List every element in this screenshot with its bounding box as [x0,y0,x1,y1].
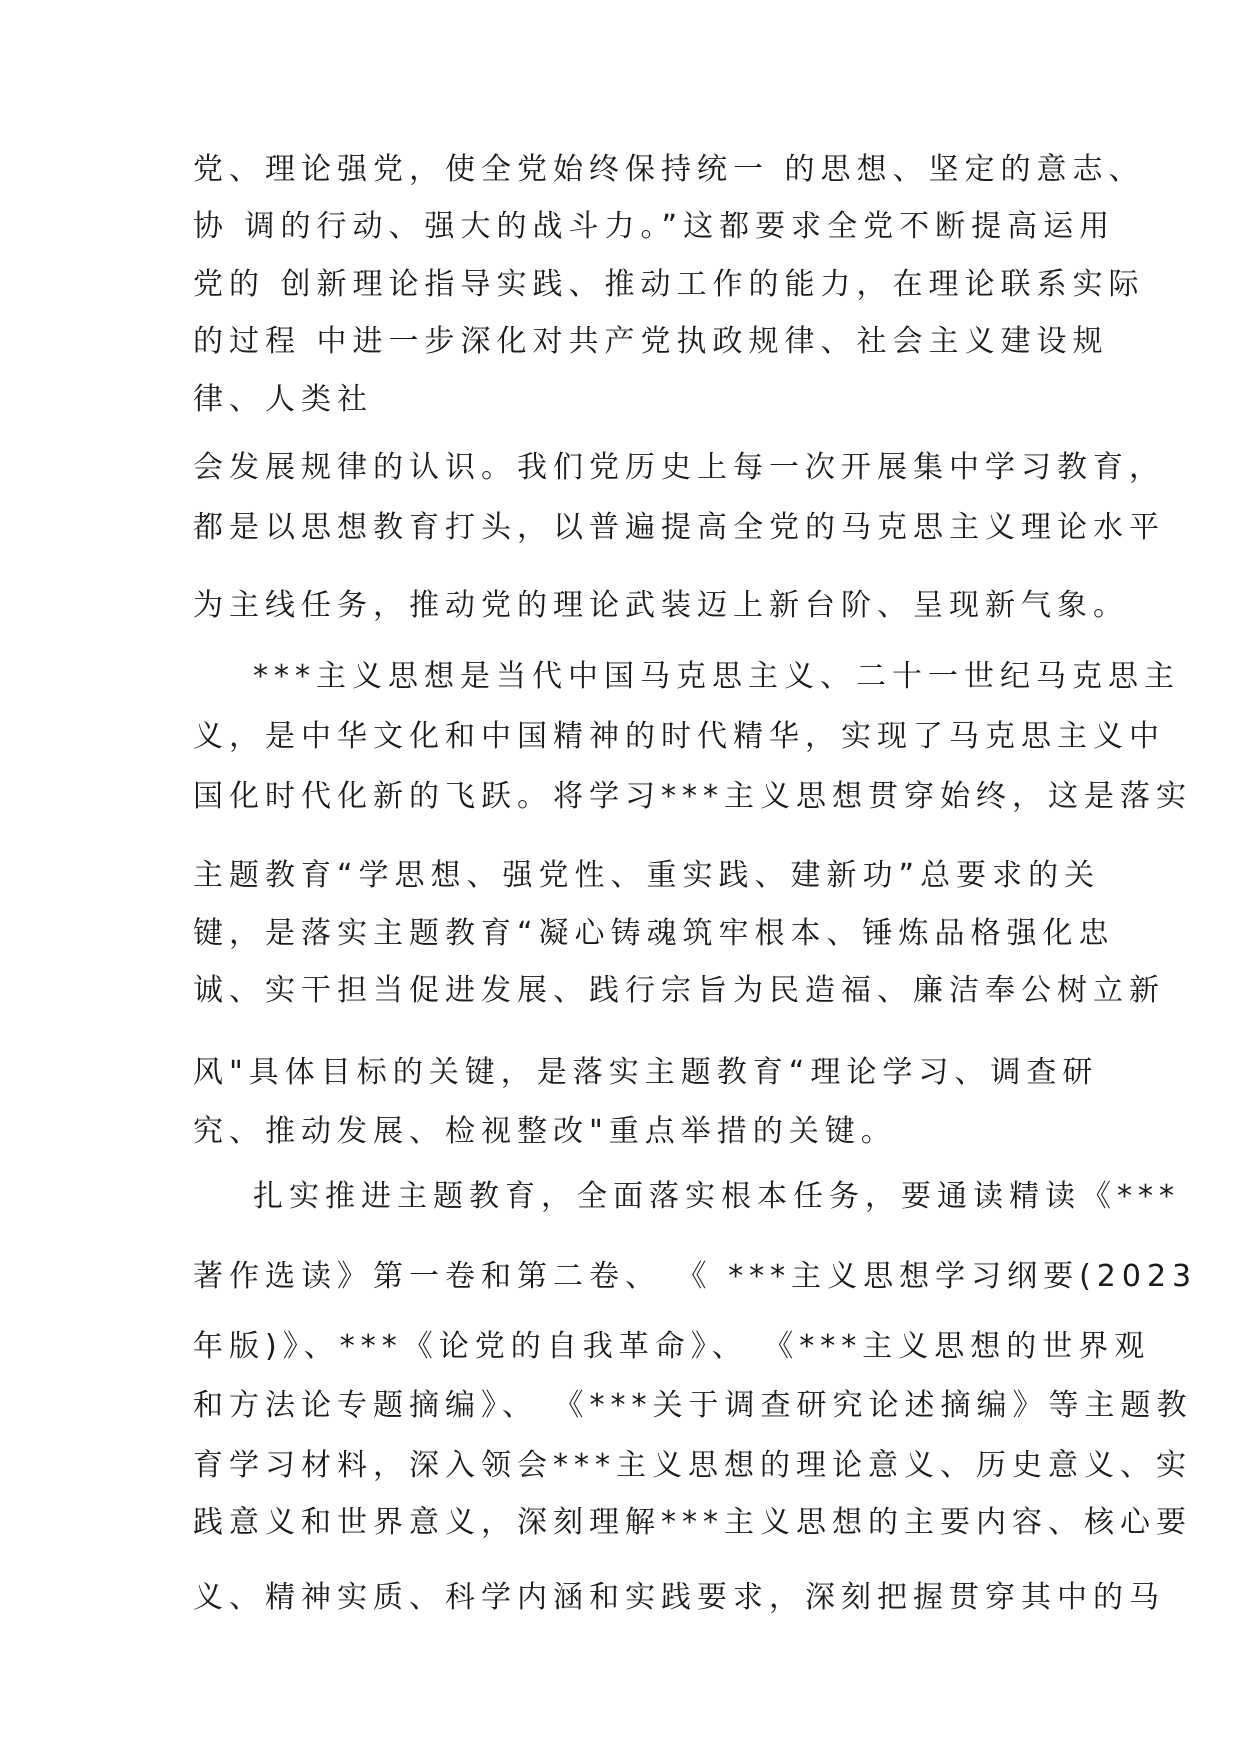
text-line: 党的 创新理论指导实践、推动工作的能力，在理论联系实际 [193,267,1145,302]
text-line: 为主线任务，推动党的理论武装迈上新台阶、呈现新气象。 [193,588,1129,623]
text-line: 义，是中华文化和中国精神的时代精华，实现了马克思主义中 [193,719,1165,754]
text-line: 义、精神实质、科学内涵和实践要求，深刻把握贯穿其中的马 [193,1580,1165,1615]
paragraph-start-line: 扎实推进主题教育，全面落实根本任务，要通读精读《*** [253,1179,1180,1214]
text-line: 律、人类社 [193,382,373,417]
paragraph-start-line: ***主义思想是当代中国马克思主义、二十一世纪马克思主 [253,659,1180,694]
text-line: 协 调的行动、强大的战斗力。”这都要求全党不断提高运用 [193,209,1116,244]
text-line: 主题教育“学思想、强党性、重实践、建新功”总要求的关 [193,858,1101,893]
text-line: 风"具体目标的关键，是落实主题教育“理论学习、调查研 [193,1055,1099,1090]
text-line: 践意义和世界意义，深刻理解***主义思想的主要内容、核心要 [193,1505,1192,1540]
text-line: 的过程 中进一步深化对共产党执政规律、社会主义建设规 [193,324,1109,359]
text-line: 究、推动发展、检视整改"重点举措的关键。 [193,1114,897,1149]
text-line: 都是以思想教育打头，以普遍提高全党的马克思主义理论水平 [193,510,1165,545]
text-line: 育学习材料，深入领会***主义思想的理论意义、历史意义、实 [193,1448,1192,1483]
text-line: 会发展规律的认识。我们党历史上每一次开展集中学习教育， [193,450,1165,485]
text-line: 年版)》、***《论党的自我革命》、 《***主义思想的世界观 [193,1329,1151,1364]
text-line: 党、理论强党，使全党始终保持统一 的思想、坚定的意志、 [193,152,1145,187]
text-line: 著作选读》第一卷和第二卷、 《 ***主义思想学习纲要(2023 [193,1259,1198,1294]
text-line: 和方法论专题摘编》、 《***关于调查研究论述摘编》等主题教 [193,1388,1193,1423]
text-line: 诚、实干担当促进发展、践行宗旨为民造福、廉洁奉公树立新 [193,973,1165,1008]
text-line: 国化时代化新的飞跃。将学习***主义思想贯穿始终，这是落实 [193,779,1192,814]
text-line: 键，是落实主题教育“凝心铸魂筑牢根本、锤炼品格强化忠 [193,916,1115,951]
